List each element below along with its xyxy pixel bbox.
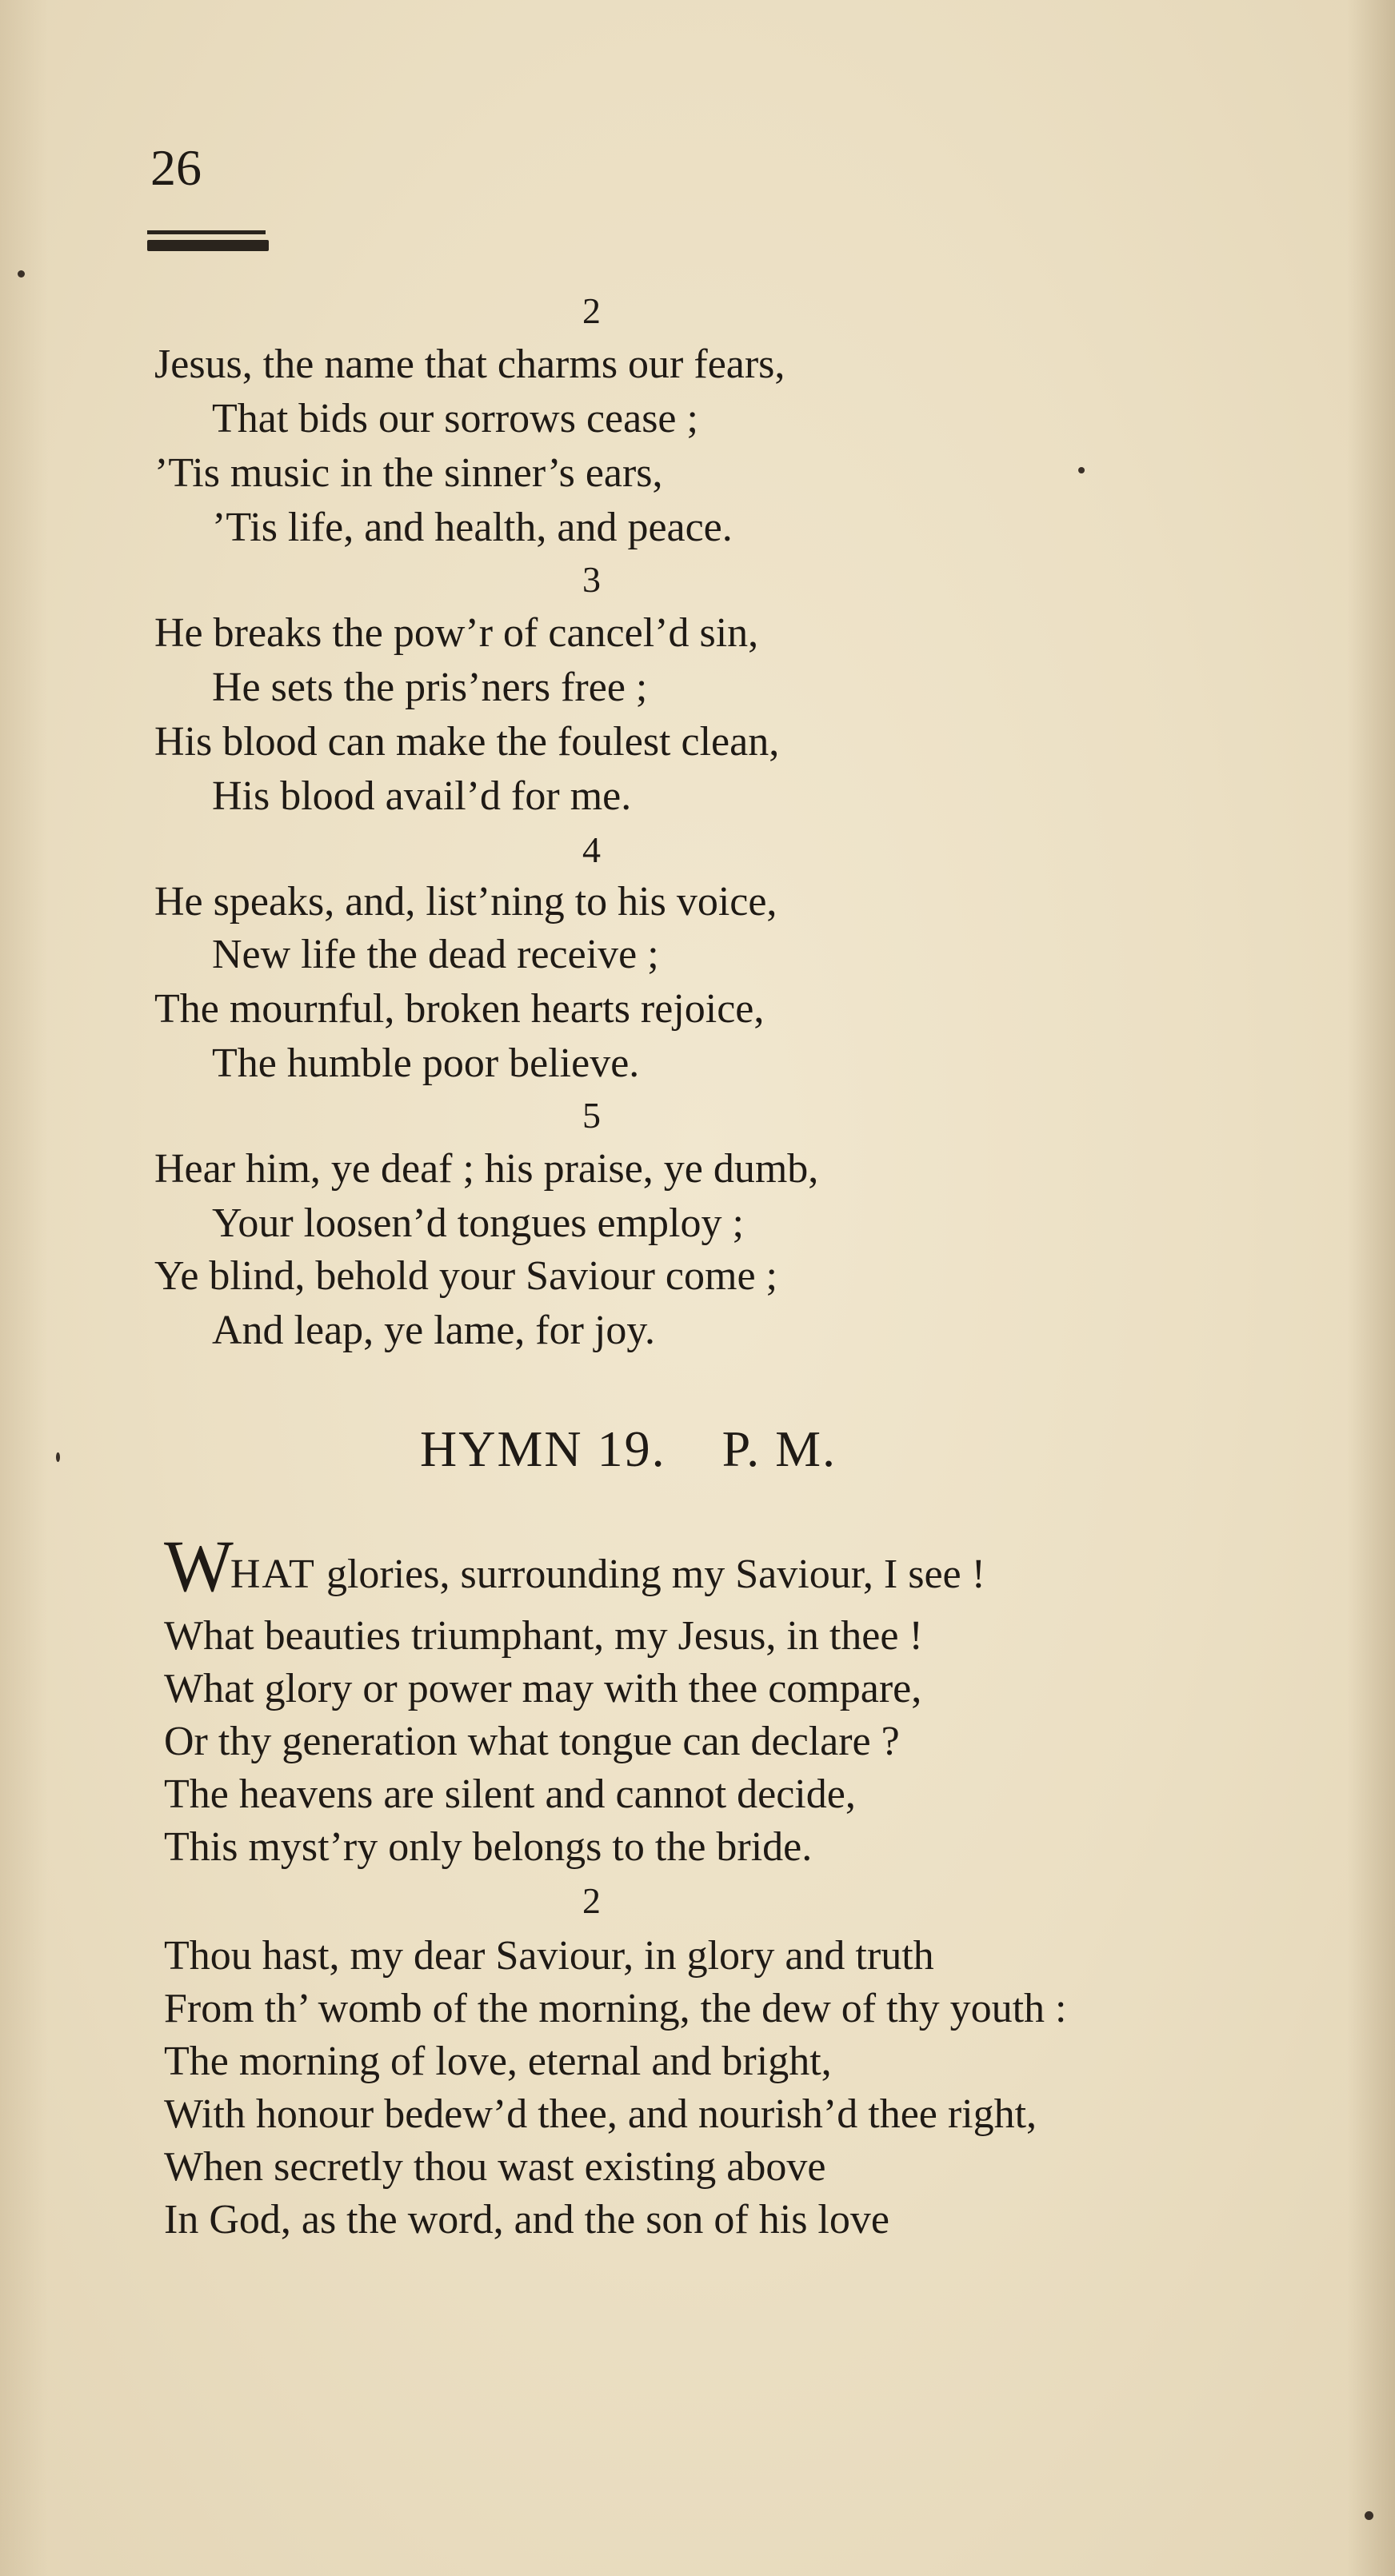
- stanza-number: 2: [582, 1880, 601, 1921]
- header-rule-thick: [147, 240, 269, 251]
- stanza-number: 3: [582, 559, 601, 600]
- verse-line: He breaks the pow’r of cancel’d sin,: [154, 610, 759, 656]
- verse-line: Or thy generation what tongue can declare ?: [164, 1719, 900, 1764]
- verse-line: What glory or power may with thee compare,: [164, 1666, 922, 1711]
- header-rule-thin: [147, 230, 266, 234]
- first-word-rest: HAT: [230, 1552, 316, 1597]
- speck: [56, 1452, 60, 1462]
- verse-line: When secretly thou wast existing above: [164, 2144, 826, 2190]
- hymn-meter: P. M.: [721, 1420, 837, 1477]
- first-line-rest: glories, surrounding my Saviour, I see !: [326, 1552, 985, 1597]
- verse-line: He speaks, and, list’ning to his voice,: [154, 879, 777, 925]
- page-number: 26: [150, 139, 202, 196]
- verse-line: The morning of love, eternal and bright,: [164, 2039, 832, 2084]
- verse-line: Your loosen’d tongues employ ;: [212, 1200, 744, 1246]
- verse-line: His blood avail’d for me.: [212, 773, 632, 819]
- verse-line: The heavens are silent and cannot decide,: [164, 1771, 856, 1817]
- verse-line: He sets the pris’ners free ;: [212, 665, 648, 710]
- verse-line: And leap, ye lame, for joy.: [212, 1308, 655, 1353]
- verse-line: What beauties triumphant, my Jesus, in thee !: [164, 1613, 923, 1659]
- speck: [18, 270, 25, 278]
- verse-line: New life the dead receive ;: [212, 932, 659, 977]
- verse-line: Hear him, ye deaf ; his praise, ye dumb,: [154, 1146, 819, 1192]
- speck: [1078, 467, 1085, 473]
- page-left-edge-shadow: [0, 0, 48, 2576]
- verse-line: Jesus, the name that charms our fears,: [154, 341, 785, 387]
- verse-line: The mournful, broken hearts rejoice,: [154, 986, 765, 1032]
- hymn-title: [420, 1420, 837, 1477]
- verse-line: Thou hast, my dear Saviour, in glory and truth: [164, 1933, 934, 1979]
- hymn-number: HYMN 19.: [420, 1420, 666, 1477]
- verse-line: His blood can make the foulest clean,: [154, 719, 780, 765]
- stanza-number: 5: [582, 1095, 601, 1136]
- verse-line: From th’ womb of the morning, the dew of thy youth :: [164, 1986, 1067, 2031]
- verse-line: ’Tis life, and health, and peace.: [212, 505, 733, 550]
- verse-line-first: [164, 1525, 985, 1607]
- stanza-number: 2: [582, 290, 601, 331]
- page-right-edge-shadow: [1347, 0, 1395, 2576]
- verse-line: With honour bedew’d thee, and nourish’d thee right,: [164, 2091, 1037, 2137]
- verse-line: Ye blind, behold your Saviour come ;: [154, 1253, 777, 1299]
- verse-line: This myst’ry only belongs to the bride.: [164, 1824, 813, 1870]
- stanza-number: 4: [582, 829, 601, 870]
- drop-cap: W: [164, 1525, 230, 1607]
- verse-line: The humble poor believe.: [212, 1040, 640, 1086]
- verse-line: That bids our sorrows cease ;: [212, 396, 698, 441]
- verse-line: In God, as the word, and the son of his love: [164, 2197, 889, 2243]
- verse-line: ’Tis music in the sinner’s ears,: [154, 450, 663, 496]
- speck: [1365, 2511, 1373, 2520]
